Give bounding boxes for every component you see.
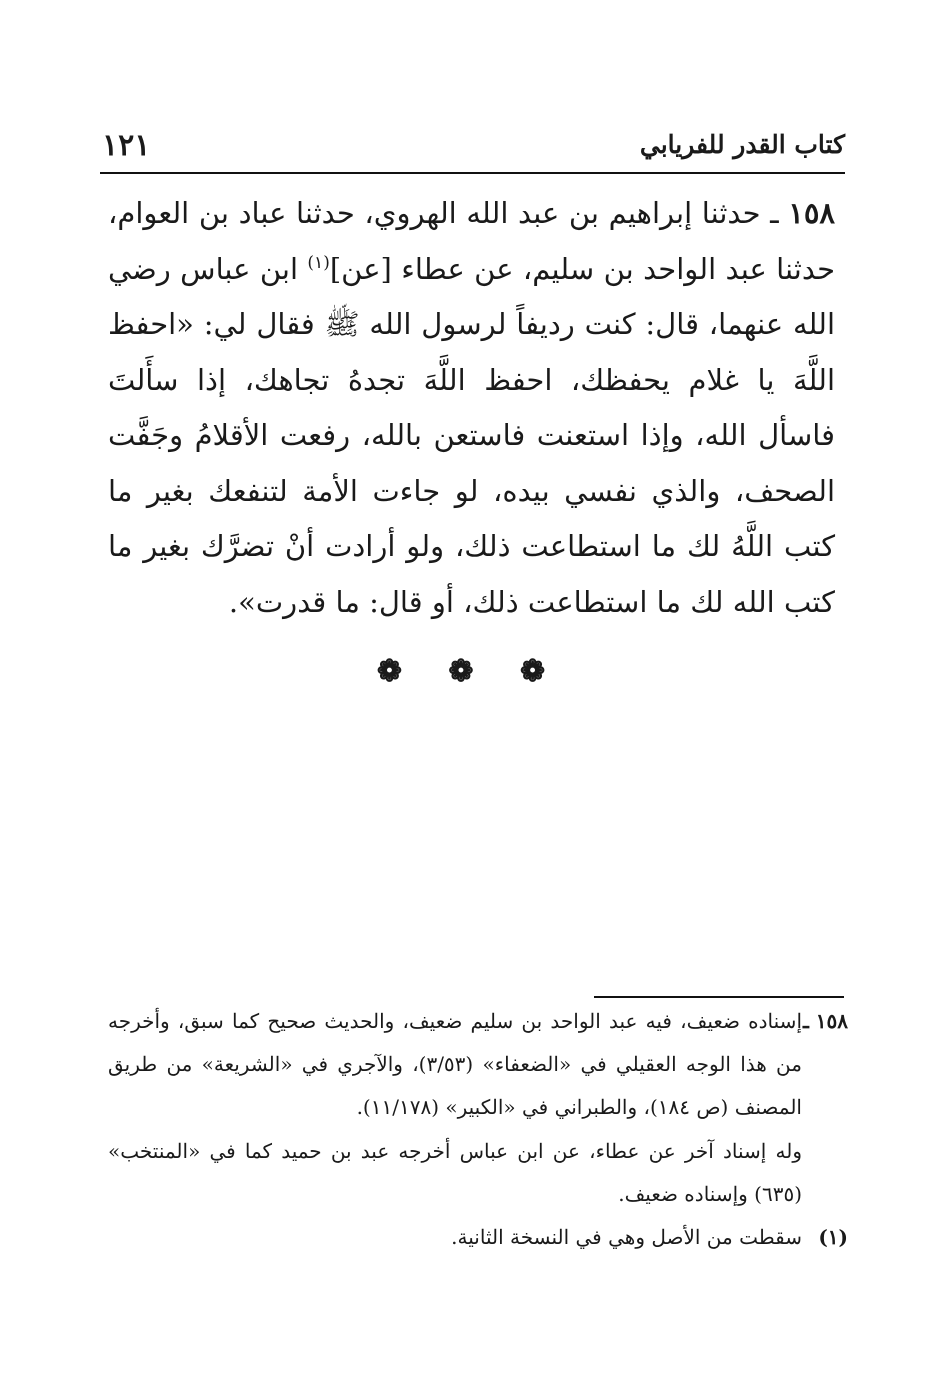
running-title: كتاب القدر للفريابي [639,130,845,159]
footnote-takhrij-paragraph-1: إسناده ضعيف، فيه عبد الواحد بن سليم ضعيف، والحديث صحيح كما سبق، وأخرجه من هذا الوجه العقيلي في «الضعفاء» (٣/٥٣)، والآجري في «الشريعة» من طريق المصنف (ص ١٨٤)، والطبراني في «الكبير» (١١/١٧٨). [108,1009,802,1120]
section-separator: ❁ ❁ ❁ [376,654,564,689]
hadith-number: ١٥٨ [788,196,835,230]
footnotes [108,1000,848,1259]
footnote-1-text: سقطت من الأصل وهي في النسخة الثانية. [451,1225,802,1250]
footnote-takhrij-paragraph-2: وله إسناد آخر عن عطاء، عن ابن عباس أخرجه عبد بن حميد كما في «المنتخب» (٦٣٥) وإسناده ضعيف. [108,1138,803,1206]
header-divider [100,172,845,174]
footnote-divider [594,996,844,998]
hadith-text-part-2: ابن عباس رضي الله عنهما، قال: كنت رديفاً لرسول الله ﷺ فقال لي: «احفظ اللَّهَ يا غلام يحفظك، احفظ اللَّهَ تجدهُ تجاهك، إذا سأَلتَ فاسأل الله، وإذا استعنت فاستعن بالله، رفعت الأقلامُ وجَفَّت الصحف، والذي نفسي بيده، لو جاءت الأمة لتنفعك بغير ما كتب اللَّهُ لك ما استطاعت ذلك، ولو أرادت أنْ تضرَّك بغير ما كتب الله لك ما استطاعت ذلك، أو قال: ما قدرت». [108,251,835,619]
footnote-marker: (١) [307,252,330,273]
footnote-takhrij-number: ١٥٨ ـ [802,1009,848,1033]
hadith-text [108,186,835,630]
footnote-1-body [108,1216,802,1259]
footnote-takhrij [108,1000,848,1216]
page-number: ١٢١ [102,128,151,163]
hadith-text-part-1: ـ حدثنا إبراهيم بن عبد الله الهروي، حدثنا عباد بن العوام، حدثنا عبد الواحد بن سليم، عن عطاء [عن] [108,196,835,286]
footnote-takhrij-body [108,1000,802,1216]
footnote-1-number: (١) [818,1225,848,1250]
footnote-1 [108,1216,848,1259]
page-header [100,128,845,172]
